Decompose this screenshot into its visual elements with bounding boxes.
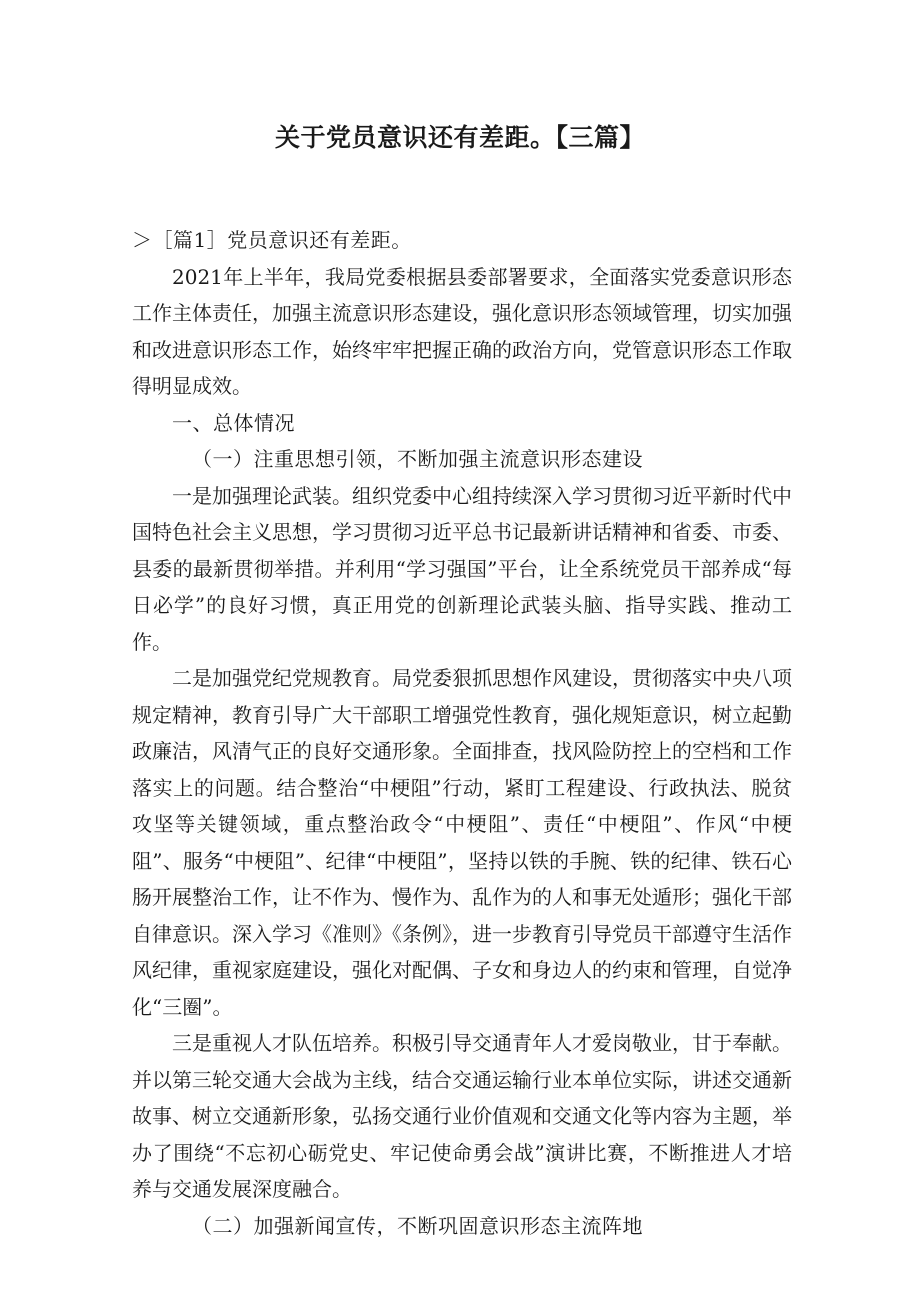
paragraph-theory: 一是加强理论武装。组织党委中心组持续深入学习贯彻习近平新时代中国特色社会主义思想，学习贯彻习近平总书记最新讲话精神和省委、市委、县委的最新贯彻举措。并利用“学习强国”平台，让全系统党员干部养成“每日必学”的良好习惯，真正用党的创新理论武装头脑、指导实践、推动工作。 xyxy=(132,483,792,654)
document-title: 关于党员意识还有差距。【三篇】 xyxy=(274,123,645,152)
intro-paragraph: 2021年上半年，我局党委根据县委部署要求，全面落实党委意识形态工作主体责任，加强主流意识形态建设，强化意识形态领域管理，切实加强和改进意识形态工作，始终牢牢把握正确的政治方向，党管意识形态工作取得明显成效。 xyxy=(132,264,792,398)
document-body xyxy=(132,222,792,1244)
paragraph-talent: 三是重视人才队伍培养。积极引导交通青年人才爱岗敬业，甘于奉献。并以第三轮交通大会战为主线，结合交通运输行业本单位实际，讲述交通新故事、树立交通新形象，弘扬交通行业价值观和交通文化等内容为主题，举办了围绕“不忘初心砺党史、牢记使命勇会战”演讲比赛，不断推进人才培养与交通发展深度融合。 xyxy=(132,1031,792,1201)
section-heading-overview: 一、总体情况 xyxy=(172,410,295,435)
subsection-heading-2: （二）加强新闻宣传，不断巩固意识形态主流阵地 xyxy=(192,1213,643,1238)
paragraph-discipline: 二是加强党纪党规教育。局党委狠抓思想作风建设，贯彻落实中央八项规定精神，教育引导广大干部职工增强党性教育，强化规矩意识，树立起勤政廉洁，风清气正的良好交通形象。全面排查，找风险防控上的空档和工作落实上的问题。结合整治“中梗阻”行动，紧盯工程建设、行政执法、脱贫攻坚等关键领域，重点整治政令“中梗阻”、责任“中梗阻”、作风“中梗阻”、服务“中梗阻”、纪律“中梗阻”，坚持以铁的手腕、铁的纪律、铁石心肠开展整治工作，让不作为、慢作为、乱作为的人和事无处遁形；强化干部自律意识。深入学习《准则》《条例》，进一步教育引导党员干部遵守生活作风纪律，重视家庭建设，强化对配偶、子女和身边人的约束和管理，自觉净化“三圈”。 xyxy=(132,666,792,1019)
section-marker: ＞［篇1］党员意识还有差距。 xyxy=(132,228,412,252)
subsection-heading-1: （一）注重思想引领，不断加强主流意识形态建设 xyxy=(192,447,643,471)
